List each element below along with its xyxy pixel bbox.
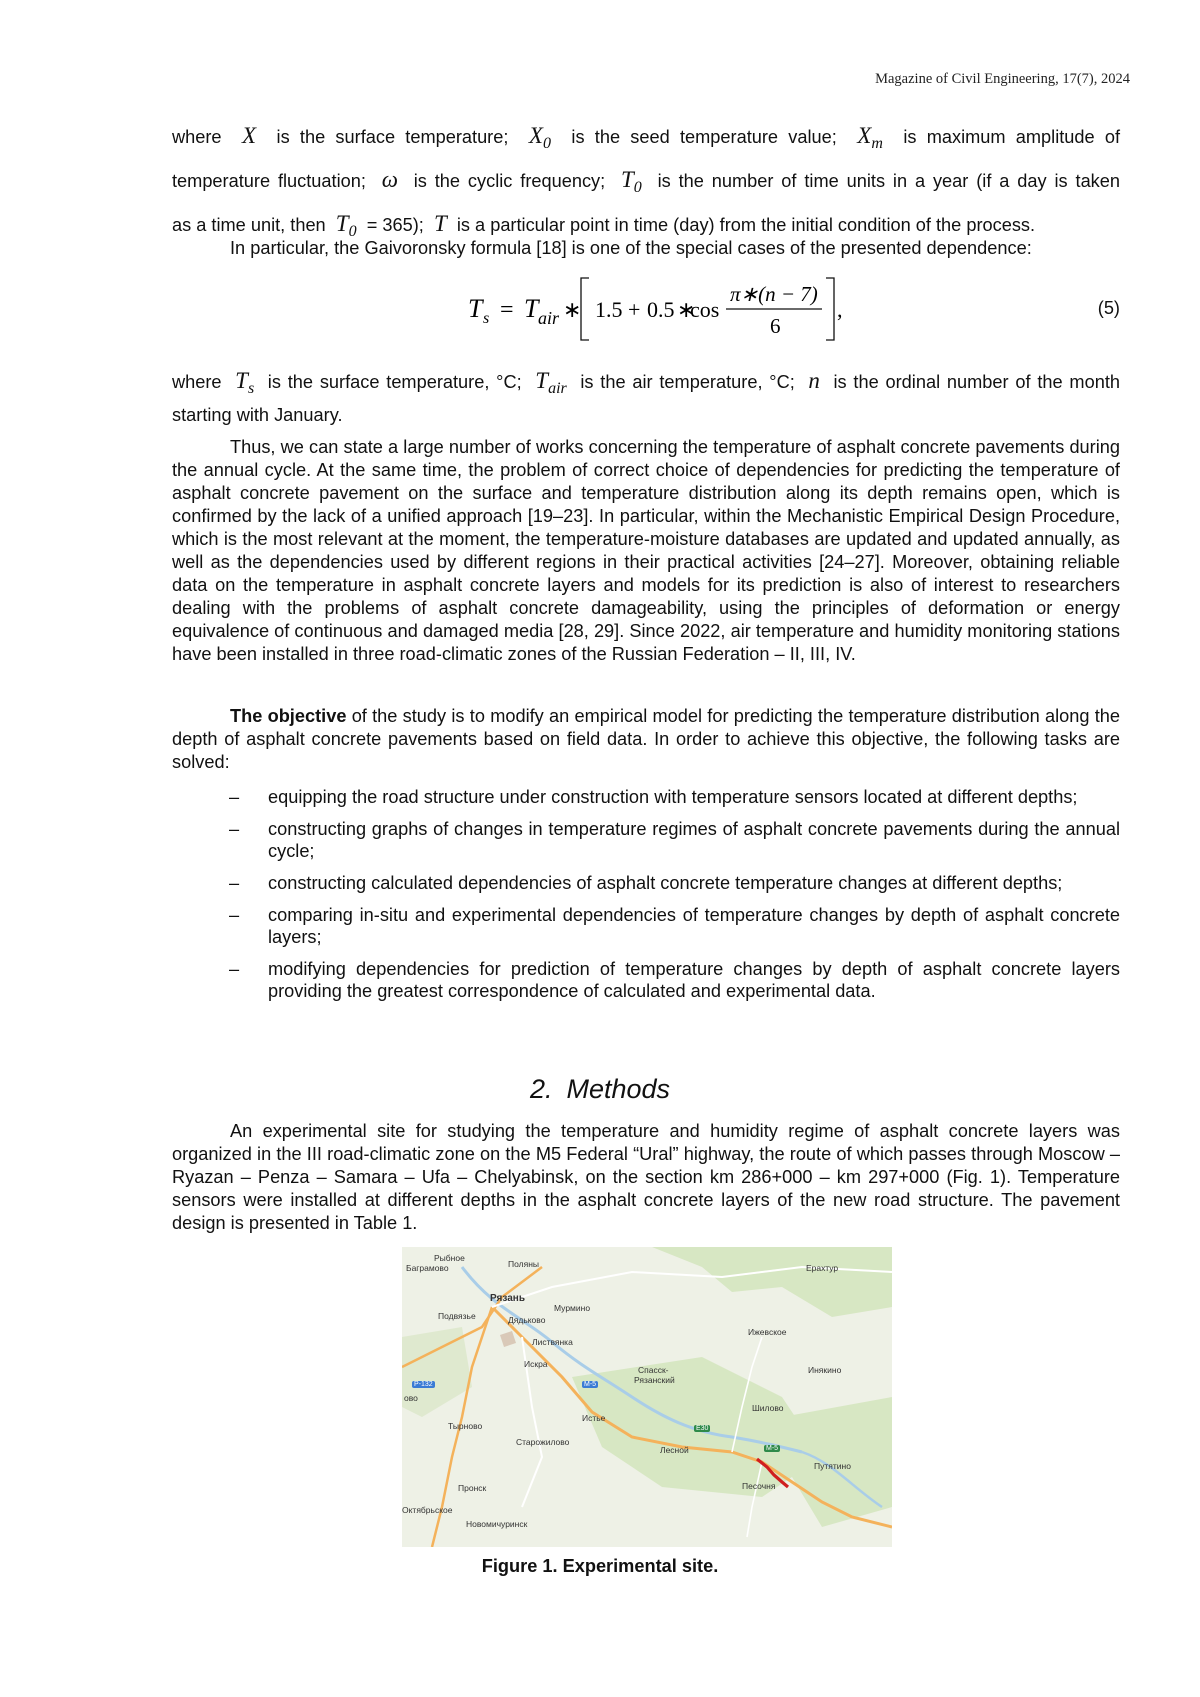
road-shield: М-5: [584, 1381, 597, 1388]
map-label: Рыбное: [434, 1253, 465, 1263]
eq-numerator: π∗(n − 7): [730, 282, 818, 306]
map-label: Поляны: [508, 1259, 540, 1269]
road-shield: Р-132: [414, 1381, 433, 1388]
equation-5: [172, 270, 1120, 350]
map-label: Старожилово: [516, 1437, 570, 1447]
map-label: Новомичуринск: [466, 1519, 528, 1529]
map-label: Истье: [582, 1413, 606, 1423]
paragraph-experimental-site: An experimental site for studying the temperature and humidity regime of asphalt concrete layers was organized in the III road-climatic zone on the M5 Federal “Ural” highway, the route of which passes through Moscow – Ryazan – Penza – Samara – Ufa – Chelyabinsk, on the section km 286+000 – km 297+000 (Fig. 1). Temperature sensors were installed at different depths in the asphalt concrete layers of the new road structure. The pavement design is presented in Table 1.: [172, 1121, 1120, 1233]
map-graphics: [402, 1247, 892, 1547]
eq-c1: 1.5: [595, 297, 623, 322]
figure-caption: Figure 1. Experimental site.: [481, 1556, 719, 1576]
eq-denominator: 6: [770, 314, 781, 338]
map-label: Пронск: [458, 1483, 487, 1493]
map-label: Подвязье: [438, 1311, 476, 1321]
map-label: Листвянка: [532, 1337, 573, 1347]
paragraph-gaivoronsky-intro: In particular, the Gaivoronsky formula [18] is one of the special cases of the presented dependence:: [230, 238, 1032, 258]
eq-star2: ∗: [677, 297, 696, 322]
journal-header: Magazine of Civil Engineering, 17(7), 2024: [875, 71, 1130, 87]
map-label: Дядьково: [508, 1315, 546, 1325]
eq-cos: cos: [690, 297, 720, 322]
map-label: Лесной: [660, 1445, 689, 1455]
map-label: Баграмово: [406, 1263, 449, 1273]
eq-lhs-sub: s: [483, 310, 490, 327]
section-heading: 2. Methods: [529, 1074, 671, 1104]
list-item: – equipping the road structure under construction with temperature sensors located at different depths;: [229, 787, 1078, 807]
objective-bold: The objective: [230, 706, 347, 726]
map-label: Шилово: [752, 1403, 784, 1413]
eq-right-bracket: [826, 278, 834, 340]
eq-tair-sub: air: [538, 308, 560, 328]
map-label: Тырново: [448, 1421, 483, 1431]
equation-number: (5): [1097, 298, 1120, 318]
eq-lhs: T: [468, 294, 483, 323]
map-label: ово: [404, 1393, 418, 1403]
map-label: Октябрьское: [402, 1505, 453, 1515]
eq-comma: ,: [837, 297, 843, 322]
equation-svg: [172, 270, 1072, 350]
map-label: Путятино: [814, 1461, 851, 1471]
road-shield: E30: [696, 1425, 709, 1432]
eq-equals: =: [500, 297, 514, 323]
paragraph-equation-definitions: where $T_s$ is the surface temperature, °C; $T_{air}$ is the air temperature, °C; n is the ordinal number of the month starting with January.: [172, 368, 1120, 425]
eq-plus: +: [628, 297, 641, 322]
map-label: Ерахтур: [806, 1263, 839, 1273]
road-shield: М-5: [766, 1445, 779, 1452]
map-label: Спасск-: [638, 1365, 669, 1375]
list-item: – comparing in-situ and experimental dependencies of temperature changes by depth of asphalt concrete layers;: [229, 905, 1120, 947]
eq-tair: T: [524, 294, 539, 323]
map-label: Инякино: [808, 1365, 842, 1375]
map-label-city: Рязань: [490, 1293, 525, 1304]
paragraph-objective: The objective of the study is to modify an empirical model for predicting the temperature distribution along the depth of asphalt concrete pavements based on field data. In order to achieve this objective, the following tasks are solved:: [172, 706, 1120, 772]
paragraph-literature-review: Thus, we can state a large number of works concerning the temperature of asphalt concrete pavements during the annual cycle. At the same time, the problem of correct choice of dependencies for predicting the temperature of asphalt concrete pavement on the surface and temperature distribution along its depth remains open, which is confirmed by the lack of a unified approach [19–23]. In particular, within the Mechanistic Empirical Design Procedure, which is the most relevant at the moment, the temperature-moisture databases are updated and updated annually, as well as the dependencies used by different regions in their practical activities [24–27]. Moreover, obtaining reliable data on the temperature in asphalt concrete layers and models for its prediction is also of interest to researchers dealing with the problems of asphalt concrete damageability, using the principles of deformation or energy equivalence of continuous and damaged media [28, 29]. Since 2022, air temperature and humidity monitoring stations have been installed in three road-climatic zones of the Russian Federation – II, III, IV.: [172, 437, 1120, 664]
map-label: Песочня: [742, 1481, 776, 1491]
paragraph-variable-definitions: where X is the surface temperature; $X_0$ is the seed temperature value; $X_m$ is maximum amplitude of temperature fluctuation; ω is the cyclic frequency; $T_0$ is the number of time units in a year (if a day is taken as a time unit, then $T_0 = 365$); T is a particular point in time (day) from the initial condition of the process.: [172, 123, 1121, 240]
map-label: Искра: [524, 1359, 548, 1369]
list-item: – modifying dependencies for prediction of temperature changes by depth of asphalt concrete layers providing the greatest correspondence of calculated and experimental data.: [229, 959, 1120, 1001]
map-label: Рязанский: [634, 1375, 675, 1385]
eq-left-bracket: [581, 278, 589, 340]
list-item: – constructing graphs of changes in temperature regimes of asphalt concrete pavements during the annual cycle;: [229, 819, 1120, 861]
task-list: [172, 786, 1120, 1012]
map-label: Ижевское: [748, 1327, 787, 1337]
list-item: – constructing calculated dependencies of asphalt concrete temperature changes at different depths;: [229, 873, 1063, 893]
experimental-site-map: [402, 1247, 892, 1547]
eq-star: ∗: [563, 297, 582, 322]
eq-c2: 0.5: [647, 297, 675, 322]
map-label: Мурмино: [554, 1303, 591, 1313]
